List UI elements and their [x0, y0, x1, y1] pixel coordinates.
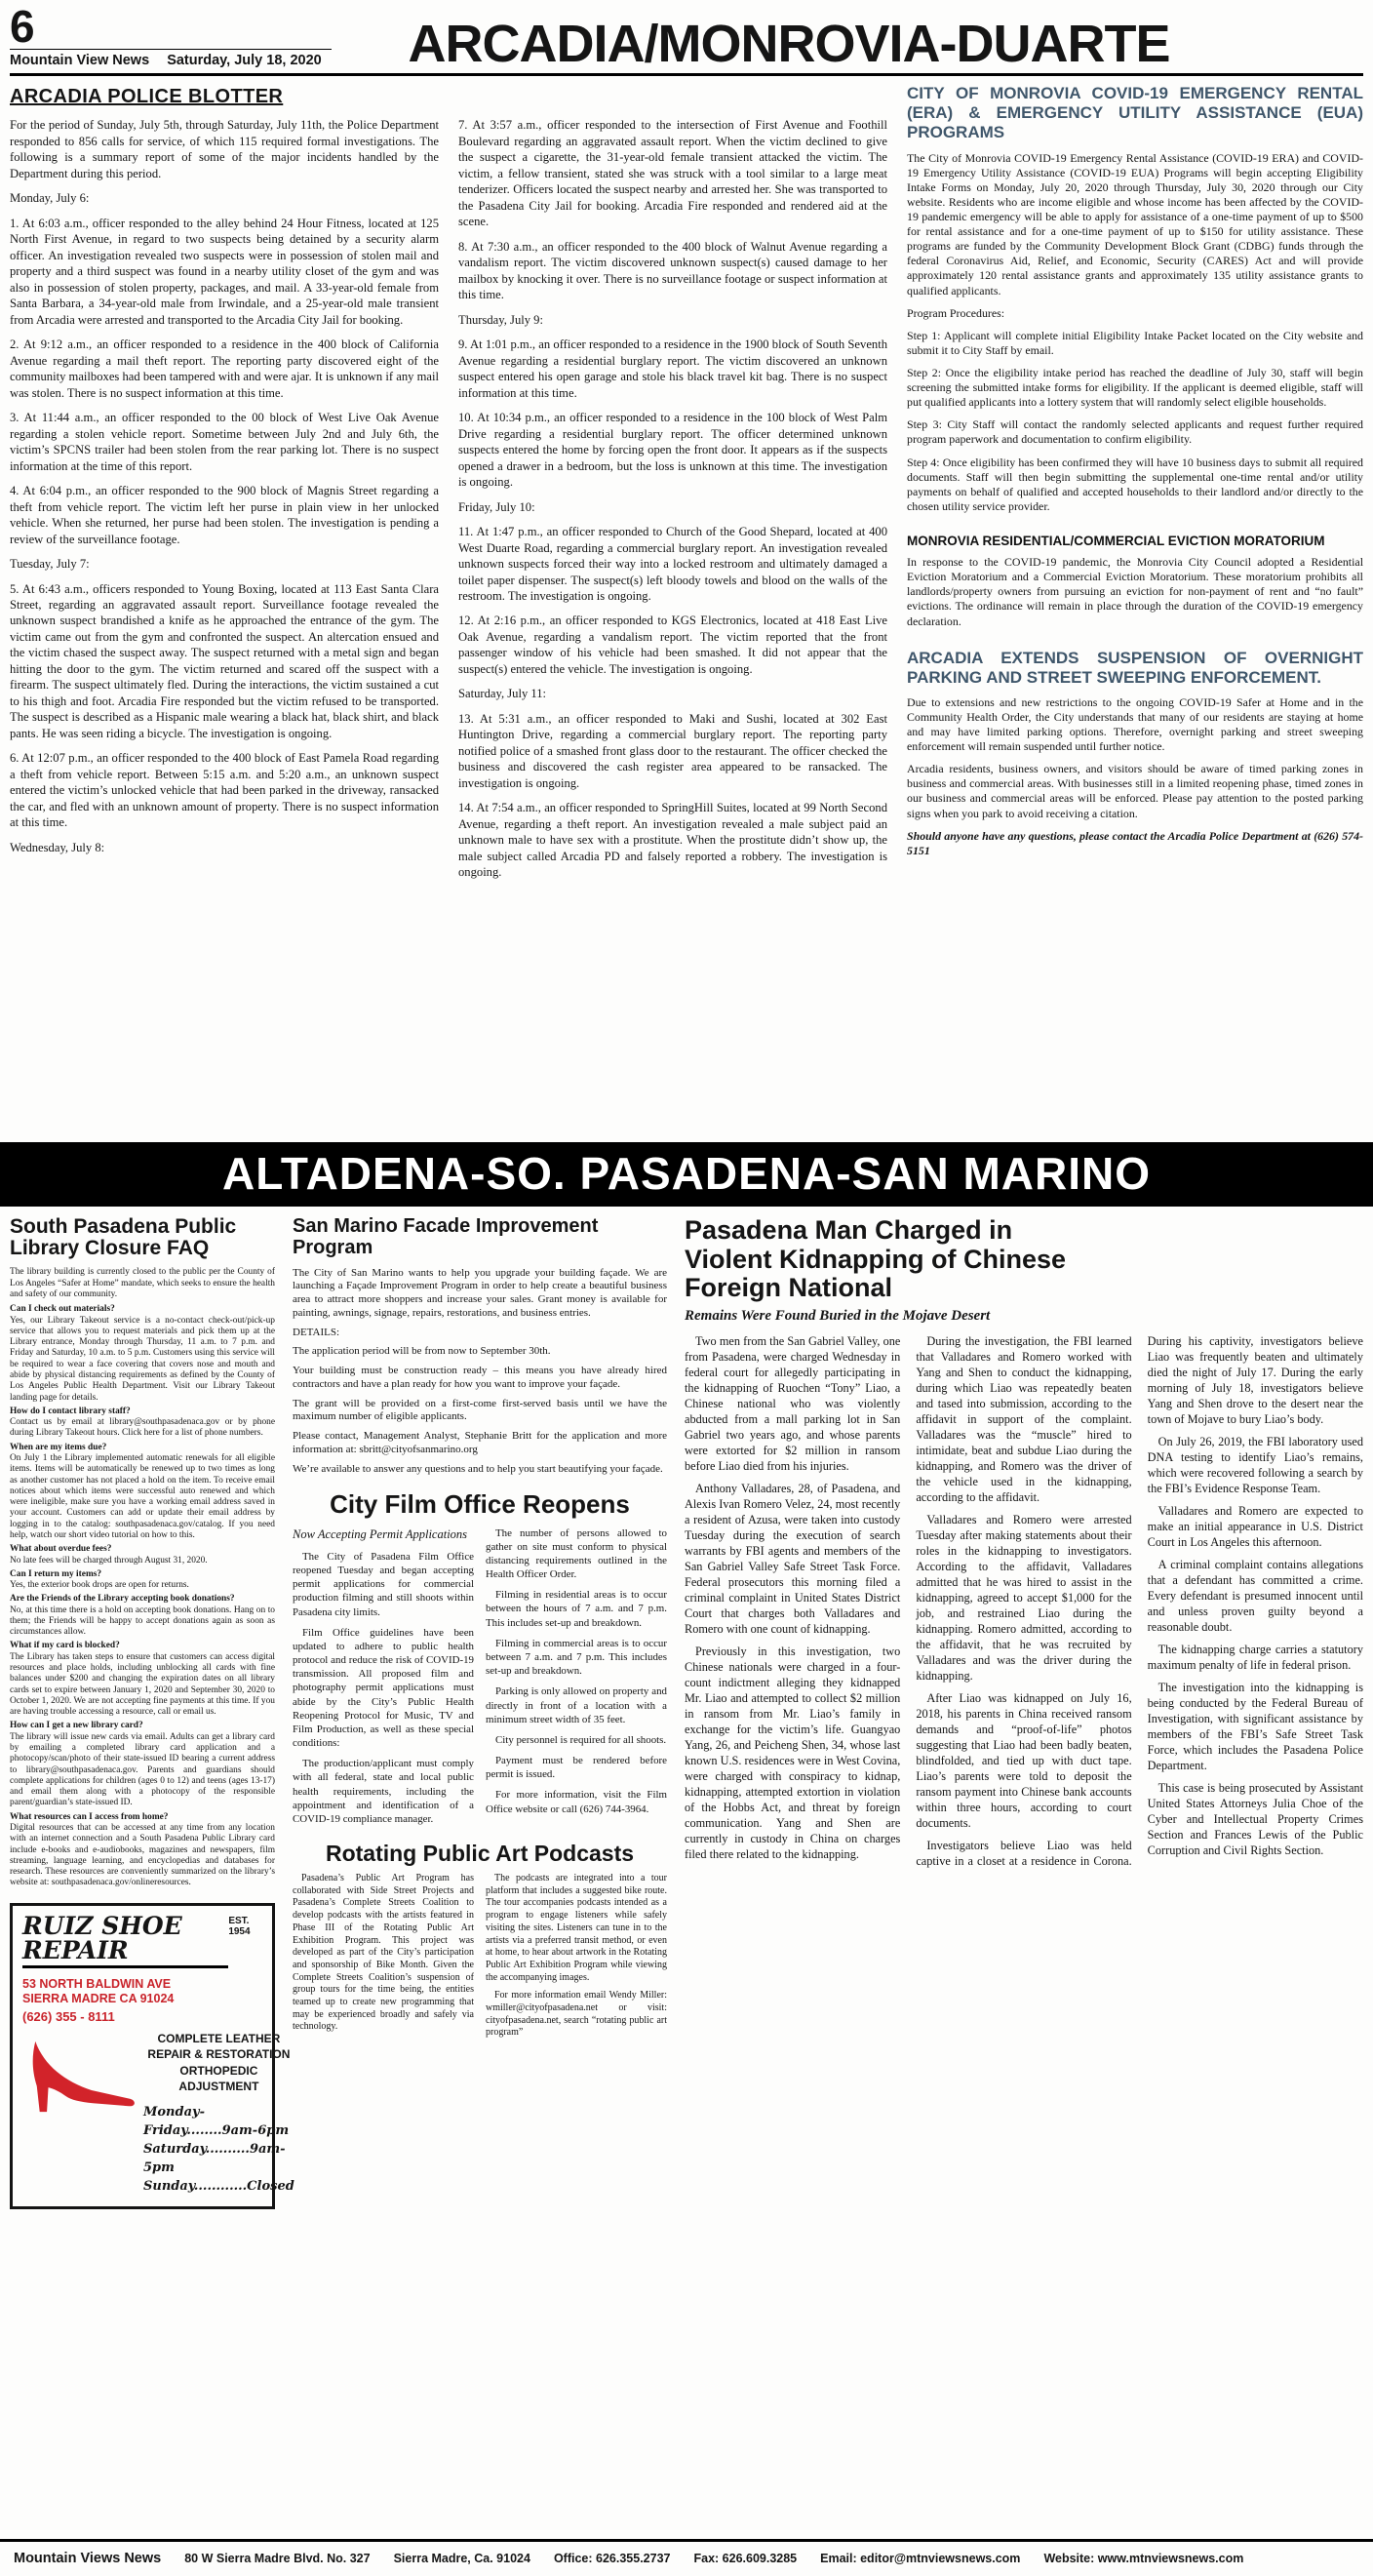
faq-item: [10, 1812, 275, 1889]
article-public-art-podcasts: [293, 1842, 667, 2042]
paragraph: The application period will be from now to September 30th.: [293, 1345, 551, 1358]
paragraph: 1. At 6:03 a.m., officer responded to the alley behind 24 Hour Fitness, located at 125 North First Avenue, in regard to two suspects being detained by a security alarm officer. An investigation revealed two suspects were in possession of stolen mail and property and a third suspect was found in a nearby utility closet of the gym and was also in possession of stolen property, packages, and mail. A 33-year-old female from Santa Barbara, a 34-year-old male from Irwindale, and a 25-year-old male transient from Arcadia were arrested and transported to the Arcadia City Jail for booking.: [10, 216, 439, 327]
ad-phone: (626) 355 - 8111: [22, 2008, 115, 2024]
paragraph: 5. At 6:43 a.m., officers responded to Young Boxing, located at 113 East Santa Clara Street, regarding an aggravated assault report. Surveillance footage revealed the unknown suspect brandished a knife as he approached the entrance of the gym. The victim came out from the gym and confronted the suspect. An altercation ensued and the victim chased the suspect away. The suspect returned with a metal sign and began hitting the door to the gym. The victim returned and scared off the suspect with a firearm. The suspect ultimately fled. During the interactions, the victim sustained a cut to his thigh and foot. Arcadia Fire responded but the victim refused to be transported. The suspect is described as a Hispanic male wearing a black hat, black shirt, and black pants. He was seen riding a bicycle. The investigation is ongoing.: [10, 581, 439, 740]
paragraph: 9. At 1:01 p.m., an officer responded to a residence in the 1900 block of South Seventh Avenue regarding a residential burglary report. The victim discovered an unknown suspect entered his open garage and stole his black travel kit bag. There is no suspect information at this time.: [458, 337, 887, 400]
monrovia-programs-body: [907, 151, 1363, 514]
paragraph: Pasadena’s Public Art Program has collaborated with Side Street Projects and Pasadena’s Complete Streets Coalition to develop podcasts with the artists featured in Phase III of the Rotating Public Art Exhibition Program. This project was developed as part of the City’s participation and sponsorship of Bike Month. Given the Complete Streets Coalition’s suspension of group tours for the time being, the entities teamed up to create new programming that may be experienced broadly and safely via technology.: [293, 1873, 474, 2033]
paragraph: Your building must be construction ready – this means you have already hired contractors and have a plan ready for how you want to improve your façade.: [293, 1365, 667, 1390]
faq-answer: On July 1 the Library implemented automatic renewals for all eligible items. Items will be automatically be renewed up to two times as long as another customer has not placed a hold on the item. To receive email notices about which items were successful auto renewed and which were ineligible, make sure you have a working email address saved in your account. Customers can add or update their email address by logging in to the catalog: southpasadenaca.gov/catalog. If you need help, watch our short video tutorial on how to this.: [10, 1452, 275, 1540]
ruiz-shoe-repair-ad: [10, 1903, 294, 2209]
red-high-heel-shoe-image: [22, 2032, 137, 2126]
ad-hours-line: Saturday..........9am-5pm: [143, 2141, 286, 2175]
paragraph: The number of persons allowed to gather on site must conform to physical distancing requirements outlined in the Health Officer Order.: [486, 1526, 667, 1581]
paragraph: For more information, visit the Film Office website or call (626) 744-3964.: [486, 1789, 667, 1815]
right-column: [685, 1216, 1363, 2431]
paragraph: 12. At 2:16 p.m., an officer responded to KGS Electronics, located at 418 East Live Oak Avenue, regarding a vandalism report. The victim reported that the front passenger window of his vehicle had been smashed. It did not appear that the suspect(s) entered the vehicle. The investigation is ongoing.: [458, 614, 887, 676]
eviction-body: [907, 555, 1363, 629]
ad-service-line: ORTHOPEDIC ADJUSTMENT: [178, 2064, 259, 2093]
footer-website: Website: www.mtnviewsnews.com: [1043, 2552, 1244, 2565]
kidnapping-title: Pasadena Man Charged in Violent Kidnapping of Chinese Foreign National: [685, 1215, 1067, 1302]
police-blotter-title: ARCADIA POLICE BLOTTER: [10, 86, 284, 108]
parking-contact-note: Should anyone have any questions, please contact the Arcadia Police Department at (626) 574-5151: [907, 828, 1363, 857]
kidnapping-body: [685, 1334, 1363, 1869]
faq-answer: The library will issue new cards via email. Adults can get a library card by emailing a completed library card application and a photocopy/scan/photo of their state-issued ID bearing a current address to library@southpasadenaca.gov. Parents and guardians should complete applications for children (ages 0 to 12) and teens (ages 13-17) and email them along with a photocopy of the responsible parent/guardian’s state-issued ID.: [10, 1731, 275, 1808]
paragraph: The City of San Marino wants to help you upgrade your building façade. We are launching a Façade Improvement Program in order to help create a beautiful business area to attract more shoppers and increase your sales. Grant money is available for painting, awnings, signage, repairs, restorations, and business entries.: [293, 1266, 667, 1319]
faq-item: [10, 1594, 275, 1638]
footer-city: Sierra Madre, Ca. 91024: [393, 2552, 530, 2565]
faq-question: When are my items due?: [10, 1442, 107, 1452]
paragraph: 3. At 11:44 a.m., an officer responded to the 00 block of West Live Oak Avenue regarding a stolen vehicle report. Sometime between July 2nd and July 6th, the victim’s SPCNS trailer had been stolen from the rear parking lot. There is no suspect information at the time of this report.: [10, 411, 439, 473]
faq-question: How do I contact library staff?: [10, 1406, 131, 1416]
faq-item: [10, 1443, 275, 1542]
faq-question: How can I get a new library card?: [10, 1721, 143, 1731]
paragraph: Saturday, July 11:: [458, 687, 547, 701]
footer-office-phone: Office: 626.355.2737: [553, 2552, 671, 2565]
film-office-subtitle: Now Accepting Permit Applications: [293, 1526, 468, 1541]
paragraph: For the period of Sunday, July 5th, through Saturday, July 11th, the Police Department responded to 856 calls for service, of which 115 required formal investigations. The following is a summary report of some of the major incidents handled by the Department during this period.: [10, 118, 439, 180]
faq-item: [10, 1569, 275, 1592]
paragraph: Valladares and Romero were arrested Tuesday after making statements about their roles in the kidnapping to investigators. According to the affidavit, Valladares admitted that he was hired to assist in the kidnapping, agreed to accept $1,000 for the job, and restrained Liao during the kidnapping. Romero admitted, according to the affidavit, that he was recruited by Valladares and was the driver during the kidnapping.: [916, 1512, 1132, 1683]
paragraph: We’re available to answer any questions and to help you start beautifying your façade.: [293, 1462, 663, 1475]
ad-brand-name: RUIZ SHOE REPAIR: [22, 1914, 228, 1968]
ad-hours: [143, 2104, 294, 2196]
paragraph: Tuesday, July 7:: [10, 557, 90, 572]
faq-answer: No, at this time there is a hold on accepting book donations. Hang on to them; the Friends will be happy to accept donations again as soon as circumstances allow.: [10, 1605, 275, 1638]
paragraph: For more information email Wendy Miller: wmiller@cityofpasadena.net or visit: cityofpasadena.net, search “rotating public art program”: [486, 1990, 667, 2039]
article-library-faq: [10, 1216, 275, 1888]
monrovia-column: [907, 78, 1363, 1136]
paragraph: Step 3: City Staff will contact the randomly selected applicants and request further required program paperwork and documentation to confirm eligibility.: [907, 417, 1363, 447]
paragraph: Filming in residential areas is to occur between the hours of 7 a.m. and 7 p.m. This includes set-up and breakdown.: [486, 1589, 667, 1629]
paragraph: Two men from the San Gabriel Valley, one from Pasadena, were charged Wednesday in federal court for allegedly participating in the kidnapping of Ruochen “Tony” Liao, a Chinese national who was violently abducted from a mall parking lot in San Gabriel two years ago, and whose parents were extorted for $2 million in ransom before Liao died from his injuries.: [685, 1334, 901, 1473]
paragraph: Thursday, July 9:: [458, 312, 543, 327]
faq-answer: Yes, our Library Takeout service is a no-contact check-out/pick-up service that allows you to request materials and pick them up at the Library entrance, Monday through Thursday, 11 a.m. to 7 p.m. and Friday and Saturday, 10 a.m. to 5 p.m. Customers using this service will be required to wear a face covering that covers nose and mouth and abide by physical distancing requirements as defined by the County of Los Angeles Public Health Department. Visit our Library Takeout landing page for details.: [10, 1315, 275, 1403]
film-office-body: [293, 1526, 667, 1828]
masthead: Mountain View News: [10, 53, 150, 68]
page-number: 6: [10, 1, 35, 52]
paragraph: Anthony Valladares, 28, of Pasadena, and Alexis Ivan Romero Velez, 24, most recently a resident of Azusa, were taken into custody Tuesday during the execution of search warrants by FBI agents and members of the San Gabriel Valley Safe Street Task Force. Federal prosecutors this morning filed a criminal complaint in United States District Court that charges both Valladares and Romero with one count of kidnapping.: [685, 1481, 901, 1636]
paragraph: The City of Pasadena Film Office reopened Tuesday and began accepting permit applications for commercial production filming and still shoots within Pasadena city limits.: [293, 1550, 474, 1618]
article-eviction-moratorium: [907, 534, 1363, 629]
middle-column: [293, 1216, 667, 2431]
paragraph: After Liao was kidnapped on July 16, 2018, his parents in China received ransom demands and “proof-of-life” photos suggesting that Liao had been badly beaten, blindfolded, and tied up with duct tape. Liao’s parents were told to deposit the ransom payment into Chinese bank accounts within three hours, according to court documents.: [916, 1690, 1132, 1830]
article-san-marino-facade: [293, 1216, 667, 1476]
ad-hours-line: Sunday............Closed: [143, 2178, 294, 2194]
paragraph: 2. At 9:12 a.m., an officer responded to a residence in the 400 block of California Avenue regarding a mail theft report. The reporting party discovered eight of the community mailboxes had been tampered with and were ajar. It is unknown if any mail was stolen. There is no suspect information at this time.: [10, 337, 439, 400]
faq-answer: Contact us by email at library@southpasadenaca.gov or by phone during Library Takeout hours. Click here for a list of phone numbers.: [10, 1417, 275, 1439]
page-header: [10, 1, 1363, 76]
faq-item: [10, 1304, 275, 1404]
paragraph: 6. At 12:07 p.m., an officer responded to the 400 block of East Pamela Road regarding a theft from vehicle report. Between 5:15 a.m. and 5:20 a.m., an unknown suspect entered the victim’s unlocked vehicle that had been parked in the driveway, ransacked the car, and fled with an unknown amount of property. There is no suspect information at this time.: [10, 751, 439, 830]
ad-hours-line: Monday-Friday........9am-6pm: [143, 2105, 290, 2139]
faq-question: Are the Friends of the Library accepting book donations?: [10, 1594, 235, 1605]
paragraph: Payment must be rendered before permit is issued.: [486, 1755, 667, 1781]
paragraph: During the investigation, the FBI learned that Valladares and Romero worked with Yang and Shen to conduct the kidnapping, during which Liao was repeatedly beaten and tased into submission, according to the affidavit in support of the complaint. Valladares was the “muscle” hired to intimidate, beat and subdue Liao during the kidnapping, and Romero was the driver of the vehicle used in the kidnapping, according to the affidavit.: [916, 1334, 1132, 1504]
paragraph: 10. At 10:34 p.m., an officer responded to a residence in the 100 block of West Palm Drive regarding a residential burglary report. The officer determined unknown suspects entered the home by forcing open the front door. It appears as if the suspects opened a drawer in a bedroom, but the loss is unknown at this time. The investigation is ongoing.: [458, 411, 887, 490]
paragraph: The investigation into the kidnapping is being conducted by the Federal Bureau of Investigation, with significant assistance by members of the FBI’s Safe Street Task Force, which includes the Pasadena Police Department.: [1147, 1680, 1363, 1772]
paragraph: 14. At 7:54 a.m., an officer responded to SpringHill Suites, located at 99 North Second Avenue, regarding a theft report. An investigation revealed a male subject paid an unknown male to have sex with a prostitute. When the prostitute didn’t show up, the male subject called Arcadia PD and falsely reported a robbery. The investigation is ongoing.: [458, 801, 887, 880]
issue-date: Saturday, July 18, 2020: [167, 53, 322, 68]
paragraph: 4. At 6:04 p.m., an officer responded to the 900 block of Magnis Street regarding a theft from vehicle report. The victim left her purse in plain view in her unlocked vehicle. When she returned, her purse had been stolen. The investigation is pending a review of the surveillance footage.: [10, 484, 439, 546]
paragraph: A criminal complaint contains allegations that a defendant has committed a crime. Every defendant is presumed innocent until and unless proven guilty beyond a reasonable doubt.: [1147, 1557, 1363, 1634]
paragraph: This case is being prosecuted by Assistant United States Attorneys Julia Choe of the Cyber and Intellectual Property Crimes Section and Frances Lewis of the Public Corruption and Civil Rights Section.: [1147, 1780, 1363, 1857]
paragraph: 7. At 3:57 a.m., officer responded to the intersection of First Avenue and Foothill Boulevard regarding an aggravated assault report. When the victim declined to give the suspect a cigarette, the 31-year-old female transient attacked the victim. The victim, a fellow transient, stated she was struck with a tool similar to a large meat tenderizer. Officers located the suspect nearby and arrested her. She was transported to the Pasadena City Jail for booking. Arcadia Fire responded and rendered aid at the scene.: [458, 118, 887, 229]
paragraph: On July 26, 2019, the FBI laboratory used DNA testing to identify Liao’s remains, which were recovered following a search by the FBI’s Evidence Response Team.: [1147, 1435, 1363, 1495]
parking-title: ARCADIA EXTENDS SUSPENSION OF OVERNIGHT PARKING AND STREET SWEEPING ENFORCEMENT.: [907, 648, 1363, 687]
film-office-title: City Film Office Reopens: [330, 1489, 630, 1520]
paragraph: Arcadia residents, business owners, and visitors should be aware of timed parking zones in business and commercial areas. With businesses still in a limited reopening phase, timed zones in our business and commercial areas will be enforced. Please pay attention to the posted parking signs when you park to avoid receiving a citation.: [907, 762, 1363, 820]
police-blotter-body: [10, 117, 887, 880]
san-marino-title: San Marino Facade Improvement Program: [293, 1215, 599, 1258]
paragraph: Step 2: Once the eligibility intake period has reached the deadline of July 30, staff will begin screening the submitted intake forms for eligibility. If the applicant is deemed eligible, staff will put qualified applicants into a lottery system that will randomly select eligible households.: [907, 365, 1363, 410]
paragraph: City personnel is required for all shoots.: [495, 1733, 667, 1746]
masthead-block: [10, 1, 332, 69]
paragraph: 13. At 5:31 a.m., an officer responded to Maki and Sushi, located at 302 East Huntington Drive, regarding a commercial burglary report. The reporting party notified police of a smashed front glass door to the restaurant. The officer checked the business and discovered the cash register area appeared to be ransacked. The investigation is ongoing.: [458, 711, 887, 790]
section-title: ARCADIA/MONROVIA-DUARTE: [408, 15, 1170, 74]
page-footer: [0, 2539, 1373, 2576]
paragraph: The City of Monrovia COVID-19 Emergency Rental Assistance (COVID-19 ERA) and COVID-19 Emergency Utility Assistance (COVID-19 EUA) Programs will begin accepting Eligibility Intake Forms on Monday, July 20, 2020 through Thursday, July 30, 2020 through our City website. Residents who are income eligible and whose income has been affected by the COVID-19 pandemic emergency will be able to apply for assistance of a one-time payment of up to $500 for rental assistance and for a one-time payment of up to $150 for utility assistance. These programs are funded by the Community Development Block Grant (CDBG) funds through the federal Coronavirus Aid, Relief, and Economic, Security (CARES) Act and will provide approximately 120 rental assistance grants and approximately 135 utility assistance grants to qualified applicants.: [907, 150, 1363, 297]
ad-services: [143, 2032, 294, 2094]
paragraph: Please contact, Management Analyst, Stephanie Britt for the application and more information at: sbritt@cityofsanmarino.org: [293, 1430, 667, 1455]
library-faq-list: [10, 1304, 275, 1888]
faq-question: What about overdue fees?: [10, 1544, 112, 1555]
faq-item: [10, 1544, 275, 1566]
article-film-office: [293, 1491, 667, 1828]
paragraph: Step 4: Once eligibility has been confirmed they will have 10 business days to submit all required documents. Staff will then begin submitting the supplemental one-time rental and/or utility payments on behalf of qualified and accepted households to their landlord and/or directly to the chosen utility service provider.: [907, 455, 1363, 513]
ad-service-line: COMPLETE LEATHER REPAIR & RESTORATION: [147, 2031, 291, 2061]
paragraph: 8. At 7:30 a.m., an officer responded to the 400 block of Walnut Avenue regarding a vandalism report. The victim discovered unknown suspect(s) caused damage to her mailbox by knocking it over. There is no surveillance footage or suspect information at this time.: [458, 239, 887, 302]
paragraph: Wednesday, July 8:: [10, 840, 105, 854]
paragraph: Parking is only allowed on property and directly in front of a location with a minimum street width of 35 feet.: [486, 1685, 667, 1725]
article-kidnapping: [685, 1216, 1363, 1869]
paragraph: 11. At 1:47 p.m., an officer responded to Church of the Good Shepard, located at 400 West Duarte Road, regarding a commercial burglary report. An investigation revealed unknown suspects forced their way into a locked restroom and ultimately damaged a toilet paper dispenser. The suspect(s) left bloody towels and blood on the walls of the restroom. The investigation is ongoing.: [458, 525, 887, 603]
parking-body: [907, 695, 1363, 821]
paragraph: The kidnapping charge carries a statutory maximum penalty of life in federal prison.: [1147, 1642, 1363, 1672]
footer-fax: Fax: 626.609.3285: [693, 2552, 798, 2565]
paragraph: Filming in commercial areas is to occur between 7 a.m. and 7 p.m. This includes set-up and breakdown.: [486, 1637, 667, 1678]
paragraph: The production/applicant must comply with all federal, state and local public health requirements, including the appointment and identification of a COVID-19 compliance manager.: [293, 1758, 474, 1825]
faq-question: What if my card is blocked?: [10, 1641, 120, 1651]
paragraph: DETAILS:: [293, 1326, 340, 1338]
banner-text: ALTADENA-SO. PASADENA-SAN MARINO: [222, 1148, 1151, 1200]
kidnapping-subtitle: Remains Were Found Buried in the Mojave Desert: [685, 1307, 991, 1324]
faq-question: Can I check out materials?: [10, 1304, 115, 1315]
monrovia-programs-title: CITY OF MONROVIA COVID-19 EMERGENCY RENTAL (ERA) & EMERGENCY UTILITY ASSISTANCE (EUA) PROGRAMS: [907, 84, 1363, 142]
left-column: [10, 1215, 294, 2431]
paragraph: Due to extensions and new restrictions to the ongoing COVID-19 Safer at Home and in the Community Health Order, the City understands that many of our residents are staying at home and may have limited parking options. Therefore, overnight parking and street sweeping enforcement will remain suspended until further notice.: [907, 694, 1363, 754]
library-faq-title: South Pasadena Public Library Closure FAQ: [10, 1215, 237, 1260]
paragraph: Film Office guidelines have been updated to adhere to public health protocol and reduce the risk of COVID-19 transmission. All proposed film and photography permit applications must abide by the City’s Public Health Reopening Protocol for Music, TV and Film Production, as well as these special conditions:: [293, 1626, 474, 1750]
podcasts-title: Rotating Public Art Podcasts: [325, 1840, 635, 1866]
library-faq-intro: The library building is currently closed to the public per the County of Los Angeles “Safer at Home” mandate, which seeks to ensure the health and safety of our community.: [10, 1267, 275, 1300]
article-police-blotter: [10, 78, 887, 1136]
eviction-title: MONROVIA RESIDENTIAL/COMMERCIAL EVICTION MORATORIUM: [907, 533, 1325, 548]
paragraph: Previously in this investigation, two Chinese nationals were charged in a four-count indictment alleging they kidnapped Mr. Liao and attempted to collect $2 million in ransom from Mr. Liao’s family in exchange for the victim’s life. Guangyao Yang, 26, and Peicheng Shen, 34, whose last known U.S. residences were in West Covina, were charged with conspiracy to kidnap, kidnapping, attempted extortion in violation of the Hobbs Act, and threat by foreign communication. Yang and Shen are currently in custody in China on charges filed there related to the kidnapping.: [685, 1644, 901, 1861]
faq-item: [10, 1641, 275, 1718]
faq-answer: The Library has taken steps to ensure that customers can access digital resources and place holds, including unblocking all cards with fine balances under $200 and changing the expiration dates on all library cards set to expire between January 1, 2020 and September 30, 2020 to October 1, 2020. We are not accepting fine payments at this time. If you are having trouble accessing a resource, call or email us.: [10, 1651, 275, 1718]
paragraph: The podcasts are integrated into a tour platform that includes a suggested bike route. The tour accompanies podcasts intended as a program to engage listeners while safely visiting the sites. Listeners can tune in to the artists via a preferred transit method, or even at home, to hear about artwork in the Rotating Public Art Exhibition Program while viewing the accompanying images.: [486, 1873, 667, 1983]
footer-email: Email: editor@mtnviewsnews.com: [820, 2552, 1021, 2565]
faq-answer: Digital resources that can be accessed at any time from any location with an internet connection and a South Pasadena Public Library card include e-books and e-audiobooks, magazines and newspapers, film streaming, language learning, and encyclopedias and databases for research. These resources are conveniently summarized on the library’s website at: southpasadenaca.gov/onlineresources.: [10, 1822, 275, 1888]
faq-question: Can I return my items?: [10, 1568, 102, 1579]
paragraph: Investigators believe Liao was held captive in a closet at a residence in Corona. During his captivity, investigators believe Liao was frequently beaten and ultimately died the night of July 17. During the early morning of July 18, investigators believe Yang and Shen drove to the desert near the town of Mojave to bury Liao’s body.: [916, 1334, 1363, 1868]
podcasts-body: [293, 1873, 667, 2042]
paragraph: In response to the COVID-19 pandemic, the Monrovia City Council adopted a Residential Eviction Moratorium and a Commercial Eviction Moratorium. These moratorium prohibits all landlords/property owners from pursuing an eviction for non-payment of rent and “no fault” evictions. The ordinance will remain in place through the duration of the COVID-19 emergency declaration.: [907, 555, 1363, 628]
footer-address: 80 W Sierra Madre Blvd. No. 327: [184, 2552, 371, 2565]
paragraph: Step 1: Applicant will complete initial Eligibility Intake Packet located on the City website and submit it to City Staff by email.: [907, 328, 1363, 357]
article-parking-suspension: [907, 649, 1363, 858]
paragraph: Program Procedures:: [907, 305, 1005, 320]
paragraph: Monday, July 6:: [10, 191, 90, 206]
ad-address: 53 NORTH BALDWIN AVE SIERRA MADRE CA 91024: [22, 1976, 175, 2006]
footer-paper-name: Mountain Views News: [14, 2551, 162, 2566]
paragraph: Friday, July 10:: [458, 499, 535, 514]
ad-established: EST. 1954: [228, 1915, 251, 1937]
bottom-section: [10, 1207, 1363, 2431]
article-monrovia-covid-programs: [907, 84, 1363, 514]
faq-item: [10, 1721, 275, 1808]
faq-item: [10, 1407, 275, 1440]
paragraph: The grant will be provided on a first-come first-served basis until we have the maximum number of eligible applicants.: [293, 1397, 667, 1423]
faq-question: What resources can I access from home?: [10, 1811, 169, 1822]
section-banner: [0, 1142, 1373, 1207]
top-section: [10, 76, 1363, 1136]
faq-answer: No late fees will be charged through August 31, 2020.: [10, 1555, 208, 1565]
san-marino-body: [293, 1267, 667, 1477]
paragraph: Valladares and Romero are expected to make an initial appearance in U.S. District Court in Los Angeles this afternoon.: [1147, 1503, 1363, 1549]
faq-answer: Yes, the exterior book drops are open for returns.: [10, 1580, 189, 1591]
